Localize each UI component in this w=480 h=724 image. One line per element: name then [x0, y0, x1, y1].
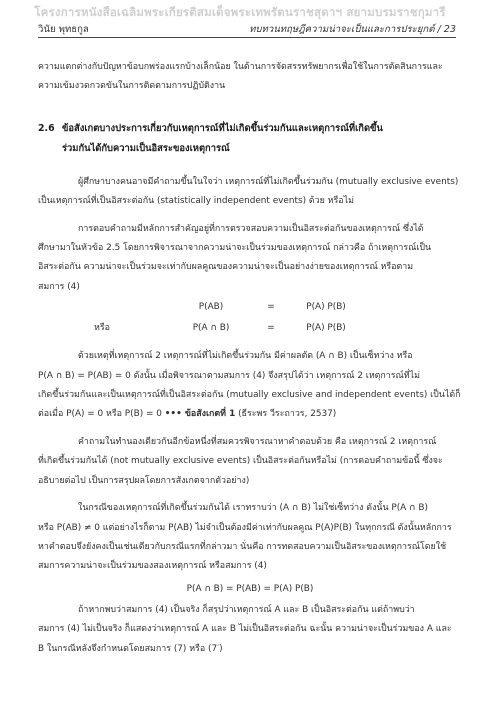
para-5-line-4: สมการความน่าจะเป็นร่วมของสองเหตุการณ์ หรือสมการ (4)	[38, 561, 267, 572]
para-3-line-4a: ต่อเมื่อ P(A) = 0 หรือ P(B) = 0	[38, 409, 162, 420]
para-3-line-1: ด้วยเหตุที่เหตุการณ์ 2 เหตุการณ์ที่ไม่เกิดขึ้นร่วมกัน มีค่าผลตัด (A ∩ B) เป็นเซ็ทว่าง หรือ	[78, 351, 413, 362]
para-4-line-3: อธิบายต่อไป เป็นการสรุปผลโดยการสังเกตจากตัวอย่าง)	[38, 475, 250, 486]
intro-line-2: ความเข้มงวดกวดขันในการติดตามการปฏิบัติงาน	[38, 81, 226, 92]
para-2-line-3: อิสระต่อกัน ความน่าจะเป็นร่วมจะเท่ากับผลคูณของความน่าจะเป็นอย่างง่ายของเหตุการณ์ หรือตาม	[38, 262, 414, 273]
equation-1-lhs: P(AB)	[198, 302, 224, 313]
para-5-line-3: หาคำตอบจึงยังคงเป็นเช่นเดียวกับกรณีแรกที่กล่าวมา นั่นคือ การทดสอบความเป็นอิสระของเหตุการณ์โดยใช้	[38, 541, 447, 552]
para-6-line-3: B ในกรณีหลังจึงกำหนดโดยสมการ (7) หรือ (7′)	[38, 643, 223, 654]
equation-1-rhs: P(A) P(B)	[306, 302, 346, 313]
para-2-line-2: ศึกษามาในหัวข้อ 2.5 โดยการพิจารณาจากความน่าจะเป็นร่วมของเหตุการณ์ กล่าวคือ ถ้าเหตุการณ์เป็น	[38, 243, 432, 254]
section-number: 2.6	[38, 122, 55, 134]
intro-line-1: ความแตกต่างกับปัญหาข้อบกพร่องแรกบ้างเล็กน้อย ในด้านการจัดสรรทรัพยากรเพื่อใช้ในการตัดสินการและ	[38, 62, 443, 72]
para-1-line-2: เป็นเหตุการณ์ที่เป็นอิสระต่อกัน (statistically independent events) ด้วย หรือไม่	[38, 196, 354, 207]
para-5-line-1: ในกรณีของเหตุการณ์ที่เกิดขึ้นร่วมกันได้ เราทราบว่า (A ∩ B) ไม่ใช่เซ็ทว่าง ดังนั้น P(A ∩ B)	[78, 503, 428, 514]
para-3-line-4	[38, 405, 462, 424]
observation-1-label: ••• ข้อสังเกตที่ 1	[164, 409, 236, 420]
equation-2-op: =	[267, 323, 275, 334]
para-6-line-1: ถ้าหากพบว่าสมการ (4) เป็นจริง ก็สรุปว่าเหตุการณ์ A และ B เป็นอิสระต่อกัน แต่ถ้าพบว่า	[78, 604, 415, 615]
para-4-line-2: ที่เกิดขึ้นร่วมกันได้ (not mutually exclusive events) เป็นอิสระต่อกันหรือไม่ (การตอบคำถามข้อนี้ ซึ่งจะ	[38, 456, 443, 467]
header-author: วินัย พุทธกูล	[38, 24, 89, 35]
equation-2-rhs: P(A) P(B)	[306, 323, 346, 334]
para-1-line-1: ผู้ศึกษาบางคนอาจมีคำถามขึ้นในใจว่า เหตุการณ์ที่ไม่เกิดขึ้นร่วมกัน (mutually exclusive events)	[78, 176, 459, 187]
para-3-line-2: P(A ∩ B) = P(AB) = 0 ดังนั้น เมื่อพิจารณาตามสมการ (4) จึงสรุปได้ว่า เหตุการณ์ 2 เหตุการณ์ที่ไม่	[38, 370, 420, 381]
section-heading	[38, 119, 462, 159]
equation-2-lhs: P(A ∩ B)	[192, 323, 230, 334]
running-header	[38, 22, 456, 37]
citation: (ธีระพร วีระถาวร, 2537)	[238, 409, 337, 420]
para-2-line-4: สมการ (4)	[38, 281, 80, 292]
section-title-line-1: ข้อสังเกตบางประการเกี่ยวกับเหตุการณ์ที่ไม่เกิดขึ้นร่วมกันและเหตุการณ์ที่เกิดขึ้น	[62, 122, 383, 134]
para-5-line-2: หรือ P(AB) ≠ 0 แต่อย่างไรก็ตาม P(AB) ไม่จำเป็นต้องมีค่าเท่ากับผลคูณ P(A)P(B) ในทุกกรณี ดังนั้นหลักการ	[38, 522, 452, 533]
section-title-line-2: ร่วมกันได้กับความเป็นอิสระของเหตุการณ์	[62, 142, 230, 154]
equation-1-op: =	[267, 302, 275, 313]
para-3-line-3: เกิดขึ้นร่วมกันและเป็นเหตุการณ์ที่เป็นอิสระต่อกัน (mutually exclusive and independent events) เป็นได้ก็	[38, 390, 461, 401]
watermark-text: โครงการหนังสือเฉลิมพระเกียรติสมเด็จพระเทพรัตนราชสุดาฯ สยามบรมราชกุมารี	[34, 5, 446, 19]
equation-3: P(A ∩ B) = P(AB) = P(A) P(B)	[186, 583, 314, 594]
equation-2	[38, 318, 462, 339]
equation-2-label: หรือ	[94, 323, 110, 334]
header-title-page: ทบทวนทฤษฎีความน่าจะเป็นและการประยุกต์ / 23	[249, 24, 456, 35]
para-2-line-1: การตอบคำถามมีหลักการสำคัญอยู่ที่การตรวจสอบความเป็นอิสระต่อกันของเหตุการณ์ ซึ่งได้	[78, 223, 424, 234]
para-6-line-2: สมการ (4) ไม่เป็นจริง ก็แสดงว่าเหตุการณ์ A และ B ไม่เป็นอิสระต่อกัน ฉะนั้น ความน่าจะเป็นร่วมของ A และ	[38, 624, 452, 635]
page-body	[38, 58, 462, 659]
para-4-line-1: คำถามในทำนองเดียวกันอีกข้อหนึ่งที่สมควรพิจารณาหาคำตอบด้วย คือ เหตุการณ์ 2 เหตุการณ์	[78, 436, 437, 447]
equation-1	[38, 297, 462, 318]
header-rule	[38, 37, 456, 38]
